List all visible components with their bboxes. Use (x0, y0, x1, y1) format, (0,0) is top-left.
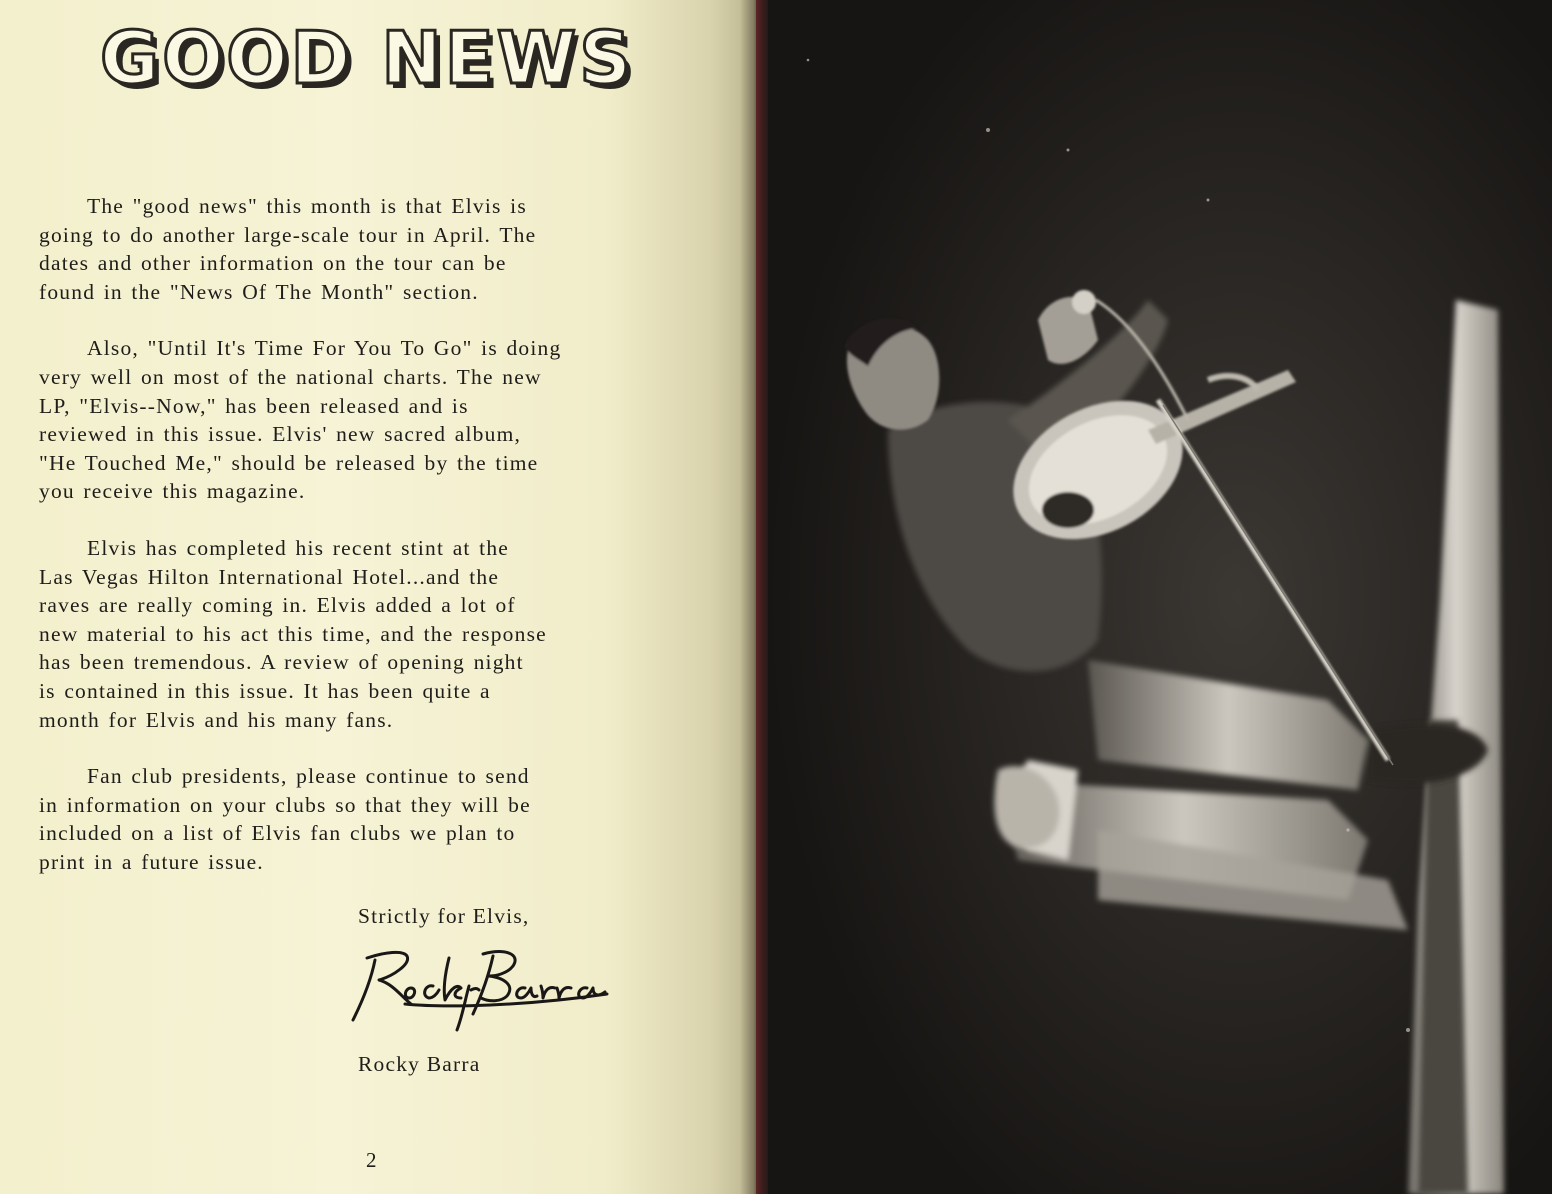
article-body (39, 192, 699, 904)
signer-name: Rocky Barra (358, 1052, 481, 1076)
paragraph-las-vegas: Elvis has completed his recent stint at the Las Vegas Hilton International Hotel...and the raves are really coming in. Elvis added a lot of new material to his act this time, and the response has been tremendous. A review of opening night is contained in this issue. It has been quite a month for Elvis and his many fans. (39, 535, 547, 732)
paragraph-charts: Also, "Until It's Time For You To Go" is doing very well on most of the national charts. The new LP, "Elvis--Now," has been released and is reviewed in this issue. Elvis' new sacred album, "He Touched Me," should be released by the time you receive this magazine. (39, 336, 562, 504)
handwritten-signature (345, 944, 615, 1036)
page-headline: GOOD NEWS (100, 16, 635, 100)
closing-line: Strictly for Elvis, (358, 904, 530, 928)
right-page (768, 0, 1552, 1194)
left-page (0, 0, 756, 1194)
page-number: 2 (366, 1148, 377, 1172)
paragraph-tour: The "good news" this month is that Elvis is going to do another large-scale tour in April. The dates and other information on the tour can be found in the "News Of The Month" section. (39, 194, 537, 304)
performer-with-guitar-photo (768, 0, 1552, 1194)
paragraph-fan-clubs: Fan club presidents, please continue to send in information on your clubs so that they will be included on a list of Elvis fan clubs we plan to print in a future issue. (39, 764, 531, 874)
